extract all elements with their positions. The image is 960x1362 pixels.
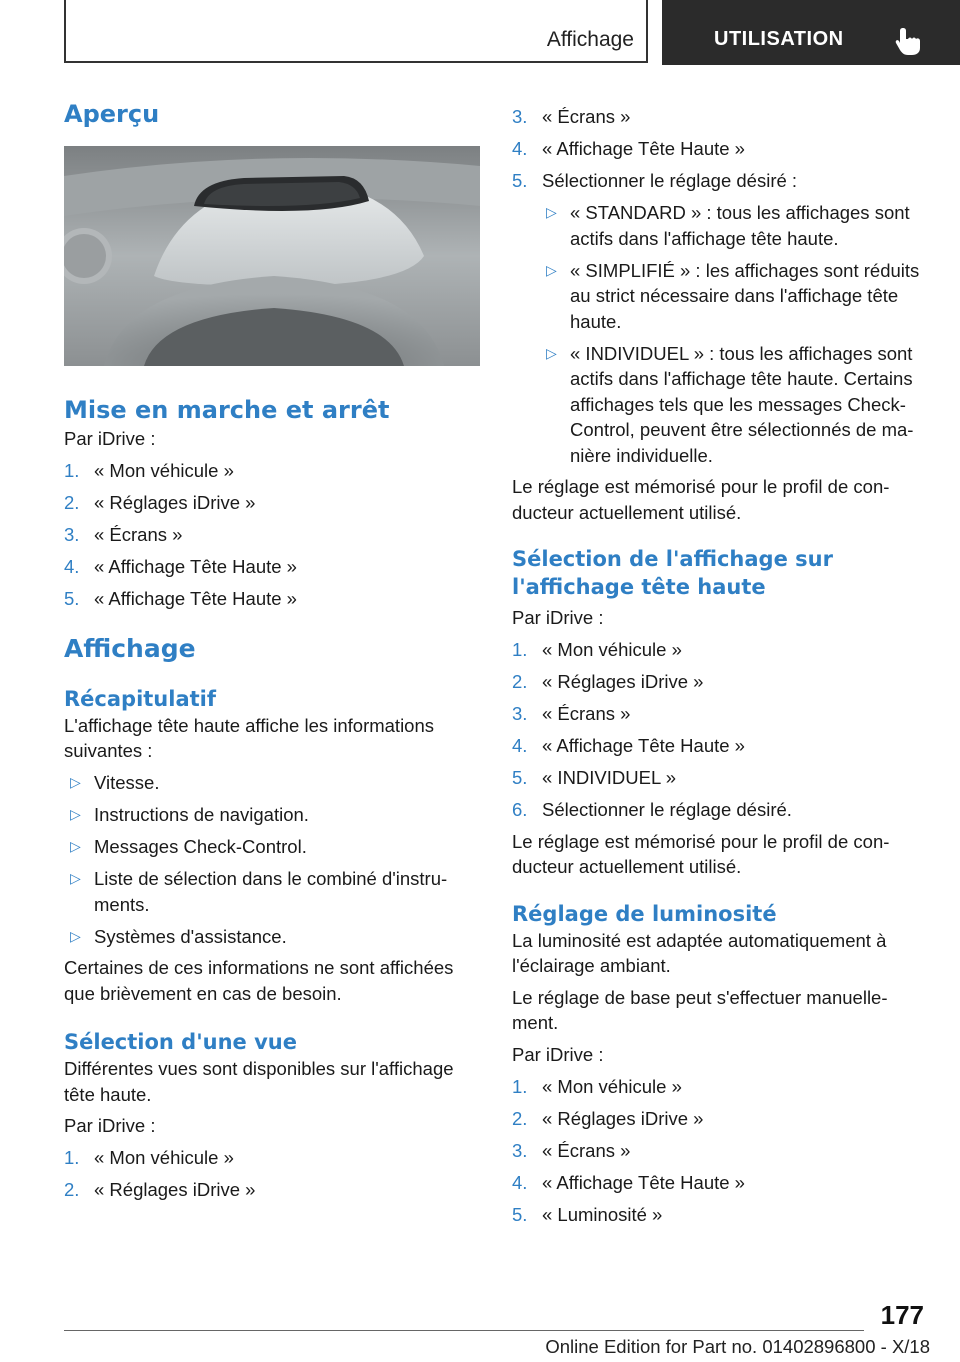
- list-item: 5. « Affichage Tête Haute »: [64, 588, 297, 609]
- par-idrive-text-3: Par iDrive :: [512, 607, 604, 628]
- header-chapter-label: UTILISATION: [714, 28, 844, 50]
- luminosite-text: La luminosité est adaptée automatiquement à l'éclairage ambiant.: [512, 929, 887, 976]
- list-item: 3. « Écrans »: [512, 703, 631, 724]
- heading-luminosite: Réglage de luminosité: [512, 901, 777, 926]
- list-item: 1. « Mon véhicule »: [512, 639, 682, 660]
- list-item: ▷ Liste de sélection dans le combiné d'instru-ments.: [70, 868, 448, 915]
- dashboard-photo: [64, 146, 480, 366]
- footer-divider: [64, 1330, 864, 1331]
- list-item: 3. « Écrans »: [512, 106, 631, 127]
- view-options-list: [512, 200, 924, 468]
- heading-selection-vue: Sélection d'une vue: [64, 1030, 297, 1054]
- footer-edition: Online Edition for Part no. 01402896800 - X/18: [545, 1336, 930, 1357]
- header-section-box: [64, 0, 648, 63]
- list-item: 2. « Réglages iDrive »: [64, 492, 256, 513]
- steps-list-1: [64, 458, 482, 612]
- heading-mise-en-marche: Mise en marche et arrêt: [64, 396, 390, 424]
- steps-list-2: [64, 1145, 482, 1203]
- list-item: 5. Sélectionner le réglage désiré :: [512, 170, 798, 191]
- list-item: 4. « Affichage Tête Haute »: [64, 556, 297, 577]
- memo-text-2: Le réglage est mémorisé pour le profil de con-ducteur actuellement utilisé.: [512, 830, 890, 877]
- list-item: ▷ Instructions de navigation.: [70, 804, 309, 825]
- heading-selection-affichage: Sélection de l'affichage sur l'affichage tête haute: [512, 547, 833, 599]
- list-item: 6. Sélectionner le réglage désiré.: [512, 799, 792, 820]
- list-item: ▷ « STANDARD » : tous les affichages sont actifs dans l'affichage tête haute.: [546, 202, 910, 249]
- right-column: [512, 104, 924, 1227]
- vue-text: Différentes vues sont disponibles sur l'affichage tête haute.: [64, 1058, 454, 1105]
- page-number: 177: [880, 1300, 924, 1330]
- list-item: 3. « Écrans »: [64, 524, 183, 545]
- list-item: 5. « Luminosité »: [512, 1203, 663, 1225]
- list-item: ▷ Systèmes d'assistance.: [70, 925, 287, 947]
- heading-apercu: Aperçu: [64, 100, 160, 128]
- heading-affichage: Affichage: [64, 633, 196, 663]
- list-item: 2. « Réglages iDrive »: [64, 1179, 256, 1200]
- par-idrive-text-4: Par iDrive :: [512, 1043, 604, 1065]
- list-item: 1. « Mon véhicule »: [512, 1075, 682, 1097]
- par-idrive-text-1: Par iDrive :: [64, 428, 156, 449]
- list-item: 4. « Affichage Tête Haute »: [512, 1171, 745, 1193]
- memo-text-1: Le réglage est mémorisé pour le profil de con-ducteur actuellement utilisé.: [512, 476, 890, 523]
- list-item: ▷ « INDIVIDUEL » : tous les affichages sont actifs dans l'affichage tête haute. Certains affichages tels que les messages Check-Control, peuvent être sélectionnés de ma-nière individuelle.: [546, 342, 914, 466]
- recap-note: Certaines de ces informations ne sont affichées que brièvement en cas de besoin.: [64, 957, 454, 1004]
- heading-recapitulatif: Récapitulatif: [64, 686, 216, 711]
- list-item: ▷ Messages Check-Control.: [70, 836, 307, 857]
- recap-bullets: [64, 770, 482, 949]
- list-item: 1. « Mon véhicule »: [64, 1147, 234, 1168]
- steps-list-4: [512, 1074, 924, 1228]
- list-item: 3. « Écrans »: [512, 1139, 631, 1161]
- list-item: 4. « Affichage Tête Haute »: [512, 138, 745, 159]
- header-chapter-tab: [662, 0, 960, 65]
- list-item: 5. « INDIVIDUEL »: [512, 767, 676, 788]
- header-section-title: Affichage: [546, 28, 634, 51]
- list-item: 1. « Mon véhicule »: [64, 460, 234, 481]
- steps-list-3: [512, 637, 924, 823]
- list-item: ▷ « SIMPLIFIÉ » : les affichages sont réduits au strict nécessaire dans l'affichage tête haute.: [546, 259, 920, 332]
- list-item: 2. « Réglages iDrive »: [512, 1107, 704, 1129]
- list-item: 2. « Réglages iDrive »: [512, 671, 704, 692]
- list-item: ▷ Vitesse.: [70, 772, 160, 793]
- recap-text: L'affichage tête haute affiche les informations suivantes :: [64, 714, 435, 761]
- list-item: 4. « Affichage Tête Haute »: [512, 735, 745, 756]
- steps-list-2-continued: [512, 104, 924, 194]
- luminosite-text-2: Le réglage de base peut s'effectuer manuelle-ment.: [512, 986, 888, 1033]
- left-column: [64, 100, 482, 1203]
- par-idrive-text-2: Par iDrive :: [64, 1115, 156, 1136]
- pointing-hand-icon: [894, 26, 922, 56]
